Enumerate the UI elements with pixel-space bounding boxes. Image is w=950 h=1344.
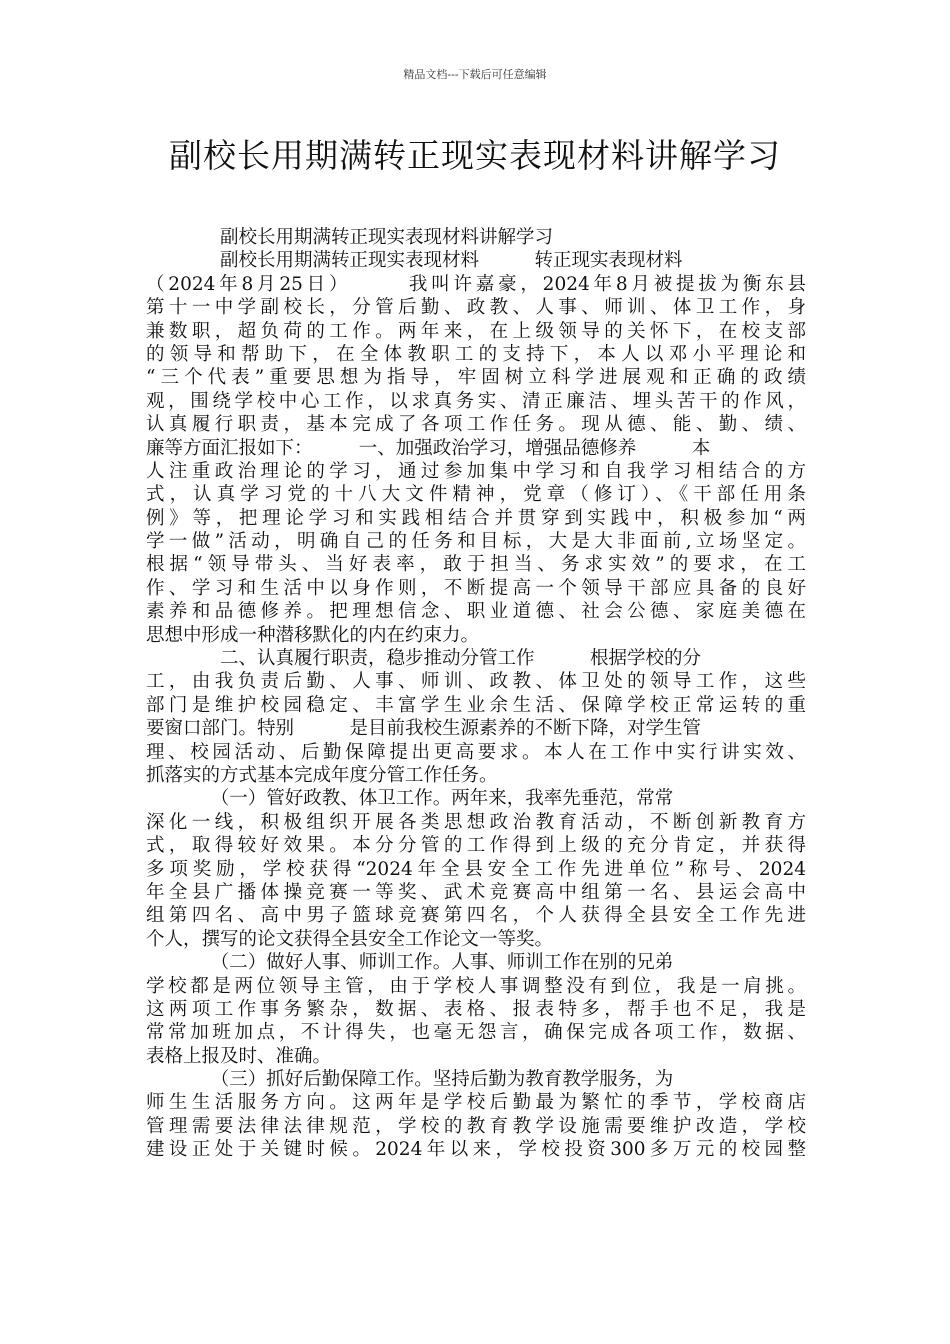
text-line: 认真履行职责，基本完成了各项工作任务。现从德、能、勤、绩、 — [146, 414, 806, 436]
header-note: 精品文档---下载后可任意编辑 — [403, 68, 547, 81]
text-line: 例》等，把理论学习和实践相结合并贯穿到实践中，积极参加“两 — [146, 507, 806, 529]
text-line: 学校都是两位领导主管，由于学校人事调整没有到位，我是一肩挑。 — [146, 975, 806, 997]
text-line: （一）管好政教、体卫工作。两年来，我率先垂范，常常 — [146, 788, 674, 810]
text-line: 学一做”活动，明确自己的任务和目标，大是大非面前,立场坚定。 — [146, 531, 806, 553]
text-line: 的领导和帮助下，在全体教职工的支持下，本人以邓小平理论和 — [146, 343, 806, 365]
text-line: 要窗口部门。特别 是目前我校生源素养的不断下降，对学生管 — [146, 718, 702, 740]
text-line: 这两项工作事务繁杂，数据、表格、报表特多，帮手也不足，我是 — [146, 998, 806, 1020]
text-line: 副校长用期满转正现实表现材料 转正现实表现材料 — [146, 250, 683, 272]
document-title: 副校长用期满转正现实表现材料讲解学习 — [169, 136, 781, 175]
text-line: 式，取得较好效果。本分分管的工作得到上级的充分肯定，并获得 — [146, 835, 806, 857]
text-line: 师生生活服务方向。这两年是学校后勤最为繁忙的季节，学校商店 — [146, 1092, 806, 1114]
text-line: 理、校园活动、后勤保障提出更高要求。本人在工作中实行讲实效、 — [146, 741, 806, 763]
body-text — [146, 226, 806, 1162]
text-line: （二）做好人事、师训工作。人事、师训工作在别的兄弟 — [146, 952, 674, 974]
text-line: 人注重政治理论的学习，通过参加集中学习和自我学习相结合的方 — [146, 460, 806, 482]
text-line: 个人，撰写的论文获得全县安全工作论文一等奖。 — [146, 928, 554, 950]
text-line: 建设正处于关键时候。2024年以来，学校投资300多万元的校园整 — [146, 1139, 806, 1161]
text-line: 深化一线，积极组织开展各类思想政治教育活动，不断创新教育方 — [146, 811, 806, 833]
text-line: 思想中形成一种潜移默化的内在约束力。 — [146, 624, 480, 646]
text-line: 二、认真履行职责，稳步推动分管工作 根据学校的分 — [146, 648, 702, 670]
text-line: 根据“领导带头、当好表率，敢于担当、务求实效”的要求，在工 — [146, 554, 806, 576]
text-line: 部门是维护校园稳定、丰富学生业余生活、保障学校正常运转的重 — [146, 694, 806, 716]
text-line: （2024年8月25日） 我叫许嘉豪，2024年8月被提拔为衡东县 — [146, 273, 806, 295]
text-line: 第十一中学副校长，分管后勤、政教、人事、师训、体卫工作，身 — [146, 297, 806, 319]
text-line: 素养和品德修养。把理想信念、职业道德、社会公德、家庭美德在 — [146, 601, 806, 623]
text-line: “三个代表”重要思想为指导，牢固树立科学进展观和正确的政绩 — [146, 367, 806, 389]
text-line: 廉等方面汇报如下： 一、加强政治学习，增强品德修养 本 — [146, 437, 711, 459]
text-line: 组第四名、高中男子篮球竞赛第四名，个人获得全县安全工作先进 — [146, 905, 806, 927]
text-line: 多项奖励，学校获得“2024年全县安全工作先进单位”称号、2024 — [146, 858, 806, 880]
text-line: 作、学习和生活中以身作则，不断提高一个领导干部应具备的良好 — [146, 577, 806, 599]
text-line: （三）抓好后勤保障工作。坚持后勤为教育教学服务，为 — [146, 1069, 674, 1091]
text-line: 表格上报及时、准确。 — [146, 1045, 332, 1067]
text-line: 抓落实的方式基本完成年度分管工作任务。 — [146, 764, 498, 786]
text-line: 常常加班加点，不计得失，也毫无怨言，确保完成各项工作，数据、 — [146, 1022, 806, 1044]
text-line: 工，由我负责后勤、人事、师训、政教、体卫处的领导工作，这些 — [146, 671, 806, 693]
text-line: 管理需要法律法律规范，学校的教育教学设施需要维护改造，学校 — [146, 1115, 806, 1137]
text-line: 副校长用期满转正现实表现材料讲解学习 — [146, 227, 554, 248]
text-line: 兼数职，超负荷的工作。两年来，在上级领导的关怀下，在校支部 — [146, 320, 806, 342]
text-line: 年全县广播体操竞赛一等奖、武术竞赛高中组第一名、县运会高中 — [146, 881, 806, 903]
text-line: 观，围绕学校中心工作，以求真务实、清正廉洁、埋头苦干的作风， — [146, 390, 806, 412]
text-line: 式，认真学习党的十八大文件精神，党章（修订）、《干部任用条 — [146, 484, 806, 506]
